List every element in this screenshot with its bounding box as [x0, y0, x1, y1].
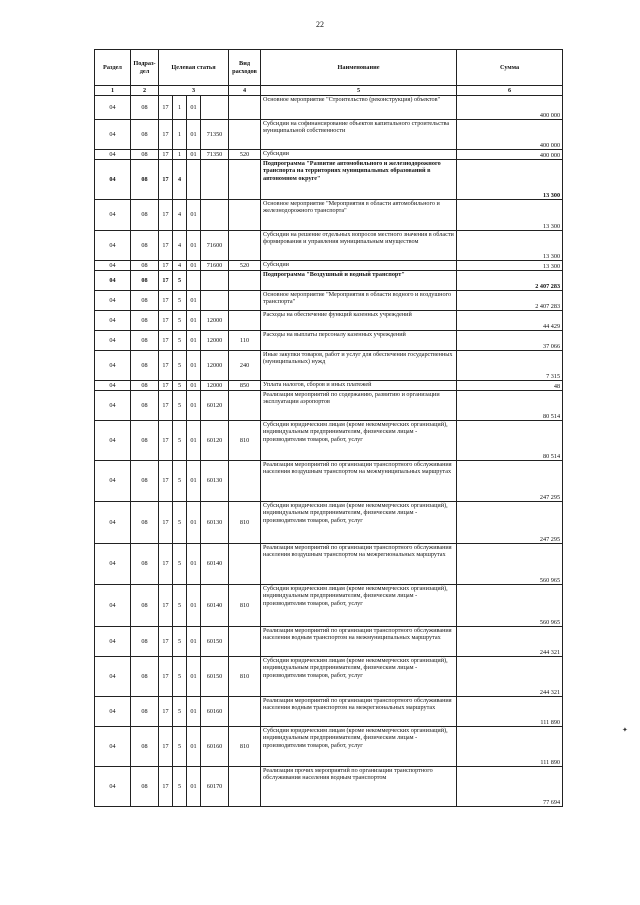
target-part1-cell: 17 — [159, 271, 173, 291]
podrazdel-cell: 08 — [131, 261, 159, 271]
sum-cell: 80 514 — [457, 391, 563, 421]
target-part3-cell: 01 — [187, 767, 201, 807]
table-row — [95, 391, 563, 421]
target-part4-cell: 60160 — [201, 697, 229, 727]
razdel-cell: 04 — [95, 311, 131, 331]
sum-cell: 13 300 — [457, 231, 563, 261]
vid-cell — [229, 231, 261, 261]
podrazdel-cell: 08 — [131, 381, 159, 391]
target-part4-cell: 12000 — [201, 311, 229, 331]
target-part3-cell — [187, 160, 201, 200]
vid-cell: 110 — [229, 331, 261, 351]
header-target: Целевая статья — [159, 50, 229, 86]
vid-cell — [229, 544, 261, 585]
sum-cell: 48 — [457, 381, 563, 391]
target-part1-cell: 17 — [159, 200, 173, 231]
name-cell: Субсидии — [261, 261, 457, 271]
target-part3-cell: 01 — [187, 291, 201, 311]
name-cell: Подпрограмма "Воздушный и водный транспорт" — [261, 271, 457, 291]
table-row — [95, 657, 563, 697]
target-part4-cell: 60130 — [201, 502, 229, 544]
name-cell: Основное мероприятие "Мероприятия в области водного и воздушного транспорта" — [261, 291, 457, 311]
podrazdel-cell: 08 — [131, 627, 159, 657]
name-cell: Реализация мероприятий по организации транспортного обслуживания населения водным транспортом на межмуниципальных маршрутах — [261, 627, 457, 657]
vid-cell — [229, 697, 261, 727]
target-part3-cell: 01 — [187, 351, 201, 381]
razdel-cell: 04 — [95, 657, 131, 697]
header-razdel: Раздел — [95, 50, 131, 86]
name-cell: Реализация мероприятий по содержанию, развитию и организации эксплуатации аэропортов — [261, 391, 457, 421]
table-row — [95, 697, 563, 727]
target-part1-cell: 17 — [159, 150, 173, 160]
podrazdel-cell: 08 — [131, 331, 159, 351]
target-part4-cell: 12000 — [201, 351, 229, 381]
table-row — [95, 271, 563, 291]
target-part1-cell: 17 — [159, 160, 173, 200]
podrazdel-cell: 08 — [131, 351, 159, 381]
podrazdel-cell: 08 — [131, 150, 159, 160]
target-part1-cell: 17 — [159, 291, 173, 311]
name-cell: Основное мероприятие "Мероприятия в области автомобильного и железнодорожного транспорта" — [261, 200, 457, 231]
header-name: Наименование — [261, 50, 457, 86]
sum-cell: 2 407 283 — [457, 271, 563, 291]
target-part3-cell: 01 — [187, 381, 201, 391]
razdel-cell: 04 — [95, 767, 131, 807]
target-part2-cell: 5 — [173, 351, 187, 381]
name-cell: Реализация мероприятий по организации транспортного обслуживания населения водным транспортом на межрегиональных маршрутах — [261, 697, 457, 727]
razdel-cell: 04 — [95, 351, 131, 381]
podrazdel-cell: 08 — [131, 585, 159, 627]
vid-cell — [229, 120, 261, 150]
table-row — [95, 351, 563, 381]
table-row — [95, 544, 563, 585]
page-number: 22 — [316, 20, 324, 29]
target-part3-cell: 01 — [187, 120, 201, 150]
sum-cell: 111 890 — [457, 697, 563, 727]
target-part3-cell: 01 — [187, 627, 201, 657]
sum-cell: 2 407 283 — [457, 291, 563, 311]
name-cell: Субсидии юридическим лицам (кроме некоммерческих организаций), индивидуальным предпринимателям, физическим лицам - производителям товаров, работ, услуг — [261, 727, 457, 767]
razdel-cell: 04 — [95, 271, 131, 291]
target-part3-cell: 01 — [187, 231, 201, 261]
podrazdel-cell: 08 — [131, 461, 159, 502]
sum-cell: 400 000 — [457, 96, 563, 120]
target-part2-cell: 5 — [173, 331, 187, 351]
target-part1-cell: 17 — [159, 727, 173, 767]
target-part2-cell: 5 — [173, 502, 187, 544]
podrazdel-cell: 08 — [131, 120, 159, 150]
target-part2-cell: 5 — [173, 311, 187, 331]
podrazdel-cell: 08 — [131, 231, 159, 261]
table-row — [95, 311, 563, 331]
sum-cell: 111 890 — [457, 727, 563, 767]
podrazdel-cell: 08 — [131, 502, 159, 544]
sum-cell: 247 295 — [457, 461, 563, 502]
name-cell: Основное мероприятие "Строительство (реконструкция) объектов" — [261, 96, 457, 120]
vid-cell — [229, 311, 261, 331]
name-cell: Расходы на обеспечение функций казенных учреждений — [261, 311, 457, 331]
target-part1-cell: 17 — [159, 391, 173, 421]
target-part2-cell: 4 — [173, 200, 187, 231]
podrazdel-cell: 08 — [131, 544, 159, 585]
razdel-cell: 04 — [95, 391, 131, 421]
podrazdel-cell: 08 — [131, 271, 159, 291]
target-part4-cell: 60150 — [201, 627, 229, 657]
vid-cell: 520 — [229, 261, 261, 271]
target-part4-cell: 12000 — [201, 331, 229, 351]
target-part4-cell: 60160 — [201, 727, 229, 767]
podrazdel-cell: 08 — [131, 160, 159, 200]
target-part3-cell: 01 — [187, 150, 201, 160]
target-part2-cell: 5 — [173, 627, 187, 657]
razdel-cell: 04 — [95, 544, 131, 585]
name-cell: Подпрограмма "Развитие автомобильного и железнодорожного транспорта на территориях муниципальных образований в автономном округе" — [261, 160, 457, 200]
razdel-cell: 04 — [95, 421, 131, 461]
target-part2-cell: 5 — [173, 727, 187, 767]
razdel-cell: 04 — [95, 502, 131, 544]
header-row — [95, 50, 563, 86]
name-cell: Субсидии юридическим лицам (кроме некоммерческих организаций), индивидуальным предпринимателям, физическим лицам - производителям товаров, работ, услуг — [261, 657, 457, 697]
target-part1-cell: 17 — [159, 311, 173, 331]
target-part2-cell: 1 — [173, 120, 187, 150]
sum-cell: 244 321 — [457, 627, 563, 657]
razdel-cell: 04 — [95, 160, 131, 200]
name-cell: Субсидии юридическим лицам (кроме некоммерческих организаций), индивидуальным предпринимателям, физическим лицам - производителям товаров, работ, услуг — [261, 421, 457, 461]
col-number: 1 — [95, 86, 131, 96]
name-cell: Субсидии на решение отдельных вопросов местного значения в области формирования и управления муниципальным имуществом — [261, 231, 457, 261]
table-row — [95, 120, 563, 150]
podrazdel-cell: 08 — [131, 657, 159, 697]
target-part1-cell: 17 — [159, 767, 173, 807]
target-part1-cell: 17 — [159, 231, 173, 261]
podrazdel-cell: 08 — [131, 697, 159, 727]
target-part3-cell: 01 — [187, 311, 201, 331]
podrazdel-cell: 08 — [131, 291, 159, 311]
target-part4-cell: 71350 — [201, 150, 229, 160]
target-part4-cell: 71350 — [201, 120, 229, 150]
target-part3-cell: 01 — [187, 461, 201, 502]
table-row — [95, 767, 563, 807]
target-part3-cell: 01 — [187, 200, 201, 231]
sum-cell: 13 300 — [457, 160, 563, 200]
razdel-cell: 04 — [95, 727, 131, 767]
col-number: 3 — [159, 86, 229, 96]
target-part3-cell: 01 — [187, 391, 201, 421]
target-part2-cell: 4 — [173, 261, 187, 271]
podrazdel-cell: 08 — [131, 727, 159, 767]
razdel-cell: 04 — [95, 200, 131, 231]
target-part4-cell: 12000 — [201, 381, 229, 391]
name-cell: Реализация мероприятий по организации транспортного обслуживания населения воздушным транспортом на межмуниципальных маршрутах — [261, 461, 457, 502]
razdel-cell: 04 — [95, 461, 131, 502]
target-part2-cell: 5 — [173, 544, 187, 585]
target-part4-cell: 60120 — [201, 391, 229, 421]
target-part3-cell: 01 — [187, 585, 201, 627]
target-part1-cell: 17 — [159, 120, 173, 150]
target-part4-cell: 71600 — [201, 261, 229, 271]
razdel-cell: 04 — [95, 381, 131, 391]
name-cell: Иные закупки товаров, работ и услуг для обеспечения государственных (муниципальных) нужд — [261, 351, 457, 381]
vid-cell: 240 — [229, 351, 261, 381]
target-part1-cell: 17 — [159, 331, 173, 351]
vid-cell — [229, 271, 261, 291]
target-part1-cell: 17 — [159, 502, 173, 544]
target-part1-cell: 17 — [159, 381, 173, 391]
name-cell: Реализация прочих мероприятий по организации транспортного обслуживания населения водным транспортом — [261, 767, 457, 807]
vid-cell — [229, 96, 261, 120]
vid-cell: 850 — [229, 381, 261, 391]
vid-cell — [229, 461, 261, 502]
table-row — [95, 727, 563, 767]
razdel-cell: 04 — [95, 96, 131, 120]
table-row — [95, 502, 563, 544]
target-part2-cell: 5 — [173, 291, 187, 311]
vid-cell — [229, 627, 261, 657]
vid-cell: 810 — [229, 657, 261, 697]
podrazdel-cell: 08 — [131, 96, 159, 120]
table-row — [95, 150, 563, 160]
target-part3-cell: 01 — [187, 331, 201, 351]
target-part2-cell: 1 — [173, 150, 187, 160]
col-number: 5 — [261, 86, 457, 96]
name-cell: Субсидии на софинансирование объектов капитального строительства муниципальной собственности — [261, 120, 457, 150]
column-number-row — [95, 86, 563, 96]
target-part1-cell: 17 — [159, 261, 173, 271]
razdel-cell: 04 — [95, 291, 131, 311]
razdel-cell: 04 — [95, 261, 131, 271]
target-part4-cell — [201, 160, 229, 200]
target-part3-cell: 01 — [187, 261, 201, 271]
target-part4-cell: 71600 — [201, 231, 229, 261]
table-row — [95, 231, 563, 261]
razdel-cell: 04 — [95, 585, 131, 627]
target-part1-cell: 17 — [159, 657, 173, 697]
sum-cell: 13 300 — [457, 261, 563, 271]
target-part2-cell: 5 — [173, 767, 187, 807]
name-cell: Расходы на выплаты персоналу казенных учреждений — [261, 331, 457, 351]
sum-cell: 37 066 — [457, 331, 563, 351]
sum-cell: 80 514 — [457, 421, 563, 461]
sum-cell: 13 300 — [457, 200, 563, 231]
table-row — [95, 200, 563, 231]
sum-cell: 400 000 — [457, 120, 563, 150]
target-part1-cell: 17 — [159, 627, 173, 657]
sum-cell: 247 295 — [457, 502, 563, 544]
col-number: 4 — [229, 86, 261, 96]
target-part1-cell: 17 — [159, 461, 173, 502]
col-number: 6 — [457, 86, 563, 96]
target-part4-cell: 60120 — [201, 421, 229, 461]
margin-mark: ✦ — [622, 726, 628, 734]
col-number: 2 — [131, 86, 159, 96]
target-part1-cell: 17 — [159, 96, 173, 120]
target-part4-cell: 60140 — [201, 544, 229, 585]
table-row — [95, 96, 563, 120]
table-row — [95, 291, 563, 311]
target-part2-cell: 5 — [173, 585, 187, 627]
target-part3-cell: 01 — [187, 421, 201, 461]
target-part2-cell: 5 — [173, 697, 187, 727]
name-cell: Реализация мероприятий по организации транспортного обслуживания населения воздушным транспортом на межрегиональных маршрутах — [261, 544, 457, 585]
target-part1-cell: 17 — [159, 351, 173, 381]
table-row — [95, 261, 563, 271]
target-part2-cell: 4 — [173, 160, 187, 200]
sum-cell: 77 694 — [457, 767, 563, 807]
name-cell: Субсидии — [261, 150, 457, 160]
name-cell: Уплата налогов, сборов и иных платежей — [261, 381, 457, 391]
table-row — [95, 331, 563, 351]
vid-cell: 810 — [229, 727, 261, 767]
podrazdel-cell: 08 — [131, 311, 159, 331]
razdel-cell: 04 — [95, 150, 131, 160]
target-part2-cell: 5 — [173, 381, 187, 391]
table-row — [95, 627, 563, 657]
sum-cell: 7 315 — [457, 351, 563, 381]
header-vid: Вид расходов — [229, 50, 261, 86]
target-part4-cell — [201, 200, 229, 231]
podrazdel-cell: 08 — [131, 421, 159, 461]
target-part4-cell: 60140 — [201, 585, 229, 627]
target-part4-cell — [201, 291, 229, 311]
target-part3-cell — [187, 271, 201, 291]
sum-cell: 400 000 — [457, 150, 563, 160]
target-part4-cell: 60150 — [201, 657, 229, 697]
vid-cell — [229, 291, 261, 311]
target-part3-cell: 01 — [187, 544, 201, 585]
target-part4-cell: 60170 — [201, 767, 229, 807]
budget-table — [94, 49, 563, 807]
razdel-cell: 04 — [95, 331, 131, 351]
target-part3-cell: 01 — [187, 657, 201, 697]
target-part1-cell: 17 — [159, 585, 173, 627]
sum-cell: 560 965 — [457, 585, 563, 627]
podrazdel-cell: 08 — [131, 767, 159, 807]
podrazdel-cell: 08 — [131, 200, 159, 231]
target-part2-cell: 5 — [173, 657, 187, 697]
vid-cell — [229, 767, 261, 807]
vid-cell — [229, 200, 261, 231]
target-part4-cell — [201, 96, 229, 120]
vid-cell: 810 — [229, 421, 261, 461]
table-row — [95, 421, 563, 461]
table-row — [95, 381, 563, 391]
razdel-cell: 04 — [95, 231, 131, 261]
target-part1-cell: 17 — [159, 697, 173, 727]
sum-cell: 44 429 — [457, 311, 563, 331]
razdel-cell: 04 — [95, 697, 131, 727]
target-part2-cell: 1 — [173, 96, 187, 120]
target-part2-cell: 4 — [173, 231, 187, 261]
table-row — [95, 585, 563, 627]
target-part1-cell: 17 — [159, 544, 173, 585]
target-part2-cell: 5 — [173, 461, 187, 502]
razdel-cell: 04 — [95, 627, 131, 657]
name-cell: Субсидии юридическим лицам (кроме некоммерческих организаций), индивидуальным предпринимателям, физическим лицам - производителям товаров, работ, услуг — [261, 502, 457, 544]
vid-cell: 810 — [229, 585, 261, 627]
target-part1-cell: 17 — [159, 421, 173, 461]
table-row — [95, 160, 563, 200]
target-part3-cell: 01 — [187, 96, 201, 120]
header-podrazdel: Подраз-дел — [131, 50, 159, 86]
sum-cell: 560 965 — [457, 544, 563, 585]
target-part2-cell: 5 — [173, 421, 187, 461]
vid-cell — [229, 160, 261, 200]
vid-cell — [229, 391, 261, 421]
target-part2-cell: 5 — [173, 391, 187, 421]
target-part2-cell: 5 — [173, 271, 187, 291]
vid-cell: 810 — [229, 502, 261, 544]
table-row — [95, 461, 563, 502]
target-part3-cell: 01 — [187, 727, 201, 767]
name-cell: Субсидии юридическим лицам (кроме некоммерческих организаций), индивидуальным предпринимателям, физическим лицам - производителям товаров, работ, услуг — [261, 585, 457, 627]
target-part4-cell — [201, 271, 229, 291]
target-part4-cell: 60130 — [201, 461, 229, 502]
target-part3-cell: 01 — [187, 697, 201, 727]
header-sum: Сумма — [457, 50, 563, 86]
vid-cell: 520 — [229, 150, 261, 160]
razdel-cell: 04 — [95, 120, 131, 150]
sum-cell: 244 321 — [457, 657, 563, 697]
target-part3-cell: 01 — [187, 502, 201, 544]
podrazdel-cell: 08 — [131, 391, 159, 421]
